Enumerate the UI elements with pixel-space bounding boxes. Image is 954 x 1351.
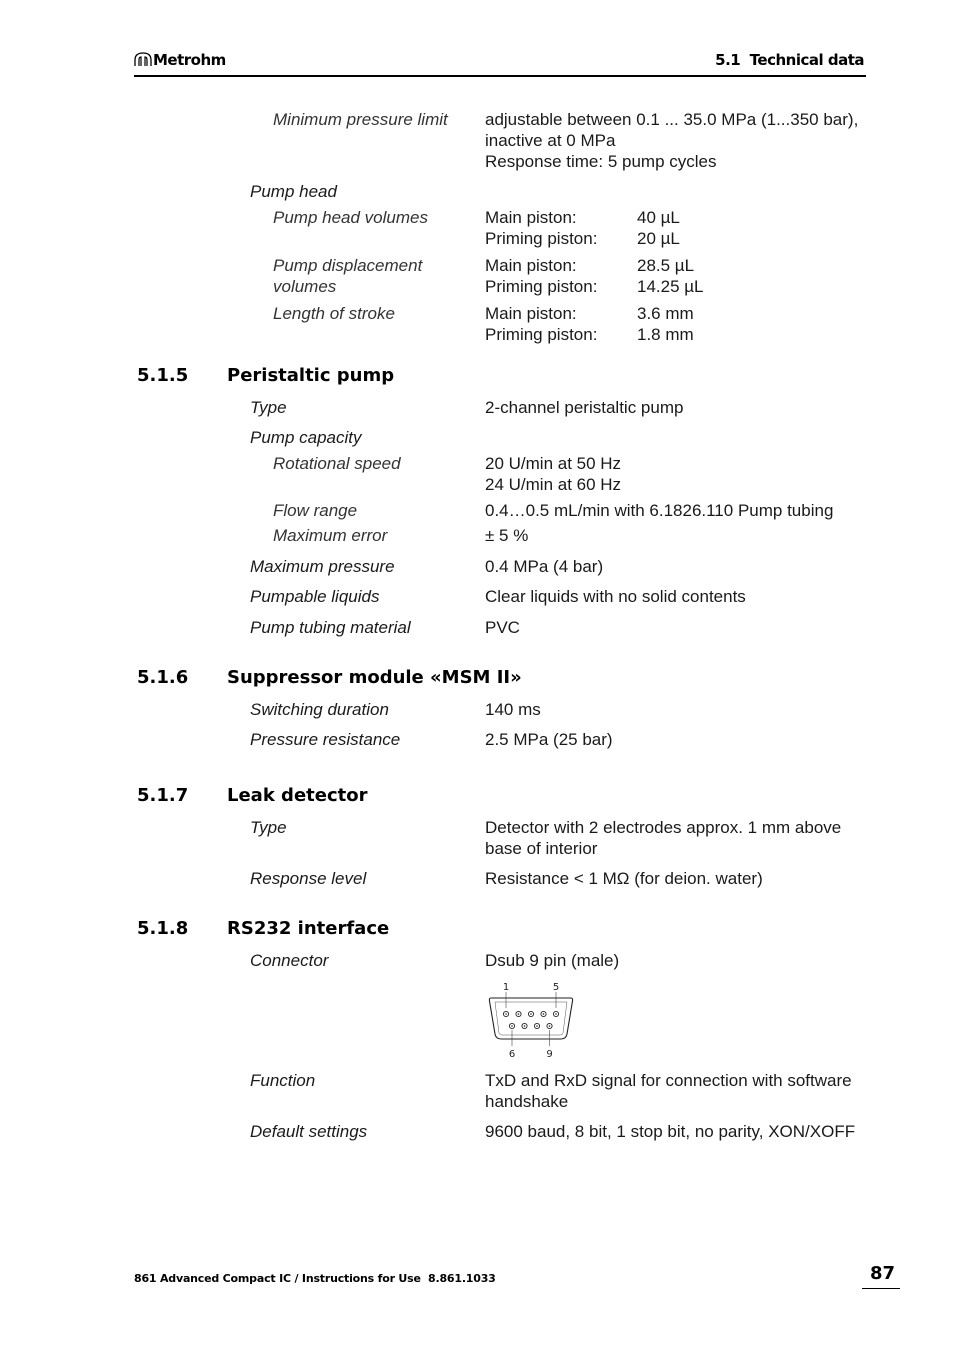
rotational-speed-label: Rotational speed: [273, 454, 401, 473]
pump-tubing-value: PVC: [485, 618, 520, 637]
section-title-517: Leak detector: [227, 785, 368, 806]
pump-capacity-label: Pump capacity: [250, 428, 362, 447]
length-of-stroke-names: Main piston: Priming piston:: [485, 304, 598, 344]
metrohm-logo-icon: [134, 51, 152, 72]
pin-6-label: 6: [508, 1049, 516, 1060]
header-section-title: 5.1 Technical data: [715, 51, 864, 69]
pressure-resistance-value: 2.5 MPa (25 bar): [485, 730, 613, 749]
footer-document-info: 861 Advanced Compact IC / Instructions for Use 8.861.1033: [134, 1272, 496, 1285]
pumpable-liquids-value: Clear liquids with no solid contents: [485, 587, 746, 606]
min-pressure-value: adjustable between 0.1 ... 35.0 MPa (1...350 bar), inactive at 0 MPa Response time: 5 pump cycles: [485, 110, 859, 171]
dsub9-connector-icon: [486, 978, 578, 1062]
maximum-error-label: Maximum error: [273, 526, 388, 545]
section-number-518: 5.1.8: [137, 918, 189, 939]
maximum-pressure-value: 0.4 MPa (4 bar): [485, 557, 604, 576]
switching-duration-value: 140 ms: [485, 700, 541, 719]
pin-5-label: 5: [552, 982, 560, 993]
section-number-516: 5.1.6: [137, 667, 189, 688]
pump-head-volumes-names: Main piston: Priming piston:: [485, 208, 598, 248]
maximum-error-value: ± 5 %: [485, 526, 529, 545]
min-pressure-label: Minimum pressure limit: [273, 110, 448, 129]
leak-type-value: Detector with 2 electrodes approx. 1 mm above base of interior: [485, 818, 842, 858]
page-header: [134, 50, 866, 72]
response-level-label: Response level: [250, 869, 367, 888]
length-of-stroke-values: 3.6 mm 1.8 mm: [637, 304, 694, 344]
default-settings-label: Default settings: [250, 1122, 368, 1141]
function-value: TxD and RxD signal for connection with software handshake: [485, 1071, 852, 1111]
pump-head-label: Pump head: [250, 182, 337, 201]
section-number-515: 5.1.5: [137, 365, 189, 386]
function-label: Function: [250, 1071, 316, 1090]
switching-duration-label: Switching duration: [250, 700, 389, 719]
connector-value: Dsub 9 pin (male): [485, 951, 620, 970]
peristaltic-type-label: Type: [250, 398, 287, 417]
pump-displacement-label: Pump displacement volumes: [273, 256, 423, 296]
length-of-stroke-label: Length of stroke: [273, 304, 395, 323]
flow-range-value: 0.4…0.5 mL/min with 6.1826.110 Pump tubing: [485, 501, 834, 520]
header-rule: [134, 75, 866, 77]
pressure-resistance-label: Pressure resistance: [250, 730, 401, 749]
connector-label: Connector: [250, 951, 329, 970]
section-title-516: Suppressor module «MSM II»: [227, 667, 522, 688]
pump-head-volumes-values: 40 µL 20 µL: [637, 208, 680, 248]
response-level-value: Resistance < 1 MΩ (for deion. water): [485, 869, 763, 888]
default-settings-value: 9600 baud, 8 bit, 1 stop bit, no parity, XON/XOFF: [485, 1122, 856, 1141]
rotational-speed-value: 20 U/min at 50 Hz 24 U/min at 60 Hz: [485, 454, 622, 494]
pin-9-label: 9: [546, 1049, 553, 1060]
metrohm-logo-text: Metrohm: [153, 51, 226, 69]
pumpable-liquids-label: Pumpable liquids: [250, 587, 380, 606]
pump-displacement-values: 28.5 µL 14.25 µL: [637, 256, 704, 296]
section-title-515: Peristaltic pump: [227, 365, 395, 386]
peristaltic-type-value: 2-channel peristaltic pump: [485, 398, 684, 417]
flow-range-label: Flow range: [273, 501, 358, 520]
pump-head-volumes-label: Pump head volumes: [273, 208, 428, 227]
pump-displacement-names: Main piston: Priming piston:: [485, 256, 598, 296]
section-number-517: 5.1.7: [137, 785, 189, 806]
maximum-pressure-label: Maximum pressure: [250, 557, 395, 576]
pin-1-label: 1: [502, 982, 510, 993]
page-number-text: 87: [870, 1263, 896, 1284]
leak-type-label: Type: [250, 818, 287, 837]
section-title-518: RS232 interface: [227, 918, 390, 939]
page-number: [862, 1262, 900, 1289]
pump-tubing-label: Pump tubing material: [250, 618, 411, 637]
